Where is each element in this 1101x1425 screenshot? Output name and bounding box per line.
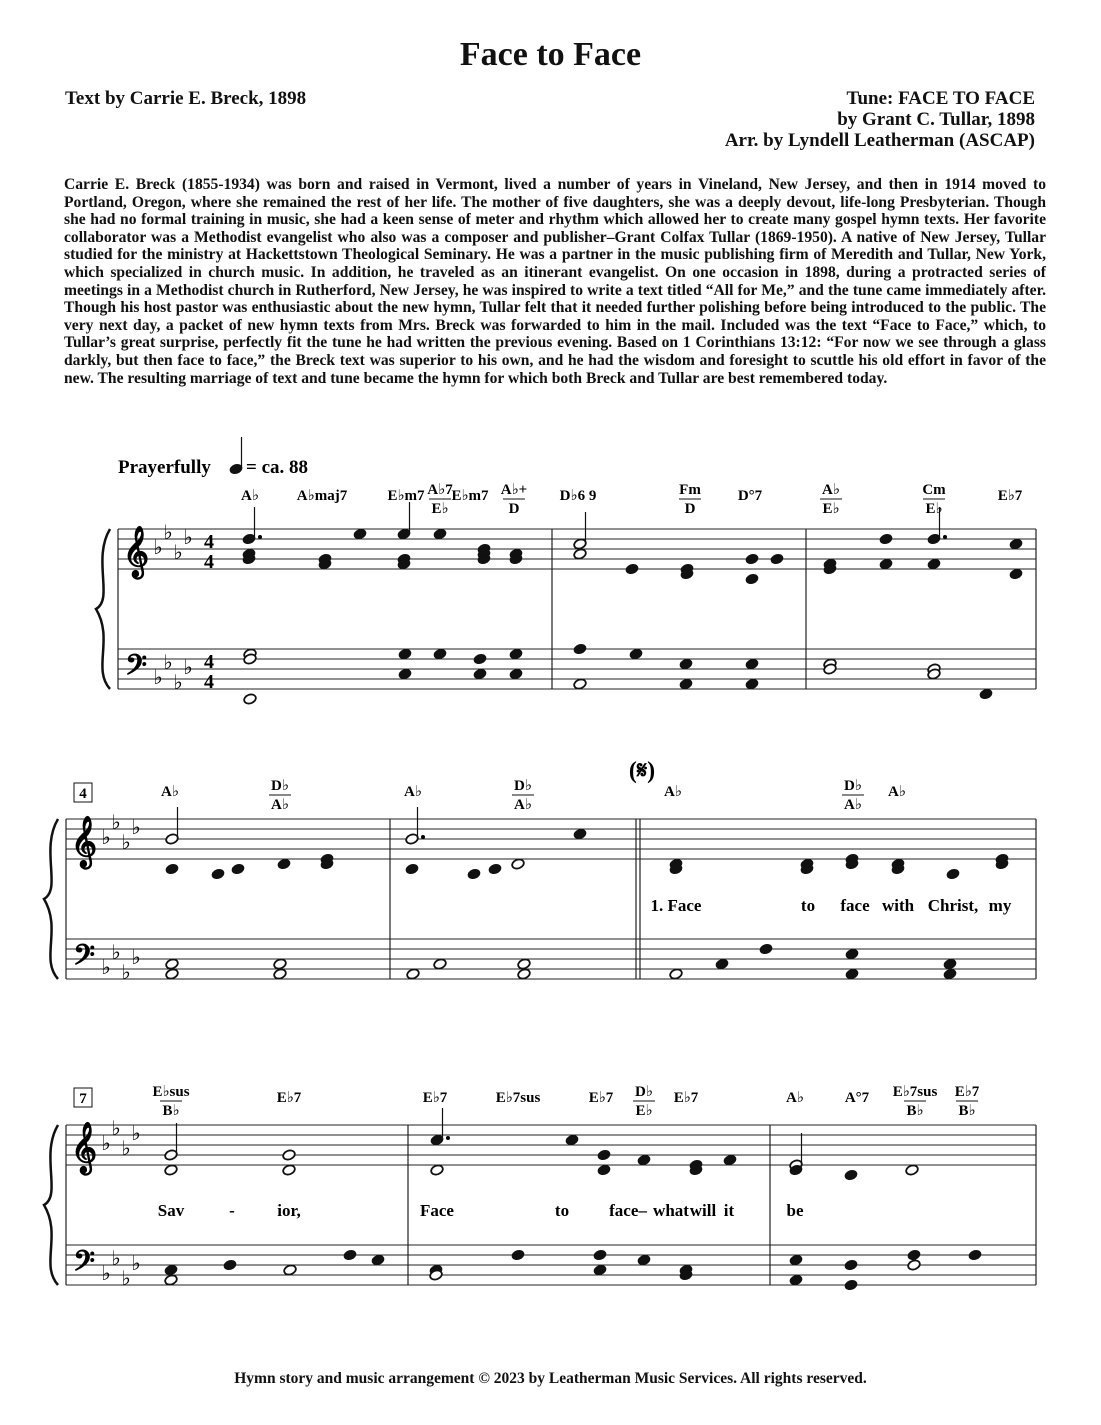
notehead	[231, 863, 245, 875]
key-flat: ♭	[111, 1248, 121, 1270]
notehead	[679, 678, 693, 690]
notehead	[343, 1249, 357, 1261]
notehead	[907, 1259, 921, 1271]
chord-symbol-bass: D	[684, 501, 696, 517]
notehead	[715, 958, 729, 970]
chord-symbol	[512, 778, 534, 813]
notehead	[467, 868, 481, 880]
copyright-footer: Hymn story and music arrangement © 2023 by Leatherman Music Services. All rights reserved.	[234, 1370, 867, 1387]
lyric-syllable: -	[229, 1201, 235, 1220]
chord-symbol	[496, 1090, 541, 1106]
composer-line: by Grant C. Tullar, 1898	[837, 109, 1035, 130]
chord-symbol	[633, 1084, 655, 1119]
notehead	[1009, 538, 1023, 550]
notehead	[679, 658, 693, 670]
chord-symbol-top: D♭	[514, 778, 532, 794]
score-system	[96, 502, 1036, 705]
notehead	[573, 548, 587, 560]
score-systems	[44, 437, 1036, 1291]
notehead	[223, 1259, 237, 1271]
notehead	[243, 693, 257, 705]
chord-symbol	[277, 1090, 302, 1106]
chord-symbol	[501, 482, 527, 517]
key-flat: ♭	[153, 537, 163, 559]
notehead	[165, 958, 179, 970]
chord-symbol	[893, 1084, 938, 1119]
chord-symbol-text: A♭maj7	[296, 488, 348, 504]
chord-symbol-text: E♭7	[997, 488, 1023, 504]
lyric-syllable: 1. Face	[650, 896, 702, 915]
lyric-syllable: Face	[420, 1201, 454, 1220]
lyric-syllable: with	[881, 896, 915, 915]
key-flat: ♭	[163, 522, 173, 544]
notehead	[517, 958, 531, 970]
chord-symbol	[679, 482, 701, 517]
notehead	[879, 558, 893, 570]
chord-symbol	[404, 784, 422, 800]
notehead	[597, 1164, 611, 1176]
time-signature-bottom: 4	[204, 551, 214, 573]
chord-symbol	[888, 784, 906, 800]
chord-symbol	[738, 488, 763, 504]
lyric-syllable: will	[689, 1201, 717, 1220]
notehead	[573, 643, 587, 655]
notehead	[927, 558, 941, 570]
chord-symbol	[820, 482, 842, 517]
chord-symbol	[269, 778, 291, 813]
chord-symbol-bass: E♭	[431, 501, 449, 517]
chord-symbol-text: D°7	[737, 488, 763, 504]
chord-symbol	[241, 488, 259, 504]
lyric-syllable: to	[800, 896, 816, 915]
chord-symbol-bass: B♭	[162, 1103, 180, 1119]
chord-symbol	[845, 1090, 870, 1106]
chord-symbol	[955, 1084, 980, 1119]
key-flat: ♭	[121, 1268, 131, 1290]
notehead	[488, 863, 502, 875]
key-flat: ♭	[121, 1138, 131, 1160]
lyric-syllable: Christ,	[927, 896, 979, 915]
notehead	[745, 658, 759, 670]
chord-symbol-top: A♭	[822, 482, 840, 498]
treble-clef: 𝄞	[70, 1123, 98, 1172]
chord-symbol-top: D♭	[844, 778, 862, 794]
notehead	[669, 968, 683, 980]
key-flat: ♭	[101, 957, 111, 979]
notehead	[907, 1249, 921, 1261]
augmentation-dot	[258, 535, 262, 539]
augmentation-dot	[943, 535, 947, 539]
augmentation-dot	[446, 1136, 450, 1140]
time-signature-top: 4	[204, 531, 214, 553]
chord-symbol-bass: D	[508, 501, 520, 517]
chord-symbol-bass: A♭	[271, 797, 289, 813]
lyric-syllable: to	[554, 1201, 570, 1220]
augmentation-dot	[421, 835, 425, 839]
chord-symbol-top: A♭7	[427, 482, 453, 498]
chord-symbol	[560, 488, 597, 504]
chord-symbol-bass: B♭	[906, 1103, 924, 1119]
key-flat: ♭	[131, 817, 141, 839]
lyric-syllable: it	[723, 1201, 735, 1220]
time-signature-top: 4	[204, 651, 214, 673]
tempo-value: = ca. 88	[246, 457, 309, 478]
text-credit: Text by Carrie E. Breck, 1898	[65, 88, 307, 109]
notehead	[165, 863, 179, 875]
time-signature-bottom: 4	[204, 671, 214, 693]
key-flat: ♭	[111, 1118, 121, 1140]
notehead	[433, 958, 447, 970]
measure-number-text: 4	[79, 786, 87, 802]
notehead	[845, 968, 859, 980]
arranger-line: Arr. by Lyndell Leatherman (ASCAP)	[724, 130, 1035, 151]
grand-staff-brace	[96, 529, 110, 689]
chord-symbol-text: E♭7	[673, 1090, 699, 1106]
lyric-syllable: my	[988, 896, 1012, 915]
key-flat: ♭	[131, 1253, 141, 1275]
notehead	[943, 968, 957, 980]
chord-symbol-text: E♭7	[588, 1090, 614, 1106]
key-flat: ♭	[183, 527, 193, 549]
chord-symbol-top: E♭7sus	[892, 1084, 938, 1100]
notehead	[165, 968, 179, 980]
chord-symbol	[297, 488, 348, 504]
notehead	[593, 1264, 607, 1276]
key-flat: ♭	[131, 1123, 141, 1145]
chord-symbol-text: E♭7sus	[495, 1090, 541, 1106]
key-flat: ♭	[101, 1133, 111, 1155]
treble-clef: 𝄞	[122, 527, 150, 576]
notehead	[979, 688, 993, 700]
key-flat: ♭	[101, 827, 111, 849]
chord-symbol-bass: E♭	[822, 501, 840, 517]
notehead	[371, 1254, 385, 1266]
notehead	[433, 528, 447, 540]
notehead	[597, 1149, 611, 1161]
notehead	[573, 828, 587, 840]
notehead	[164, 1264, 178, 1276]
chord-symbol-text: A♭	[888, 784, 906, 800]
notehead	[164, 1274, 178, 1286]
chord-symbol-text: A♭	[664, 784, 682, 800]
score-system	[44, 1108, 1036, 1291]
key-flat: ♭	[163, 652, 173, 674]
hymn-story-text: Carrie E. Breck (1855-1934) was born and raised in Vermont, lived a number of years in Vineland, New Jersey, and then in 1914 moved to Portland, Oregon, where she remained the rest of her life. The mother of five daughters, she was a deeply devout, life-long Presbyterian. Though she had no formal training in music, she had a keen sense of meter and rhythm which allowed her to create many gospel hymn texts. Her favorite collaborator was a Methodist evangelist who also was a composer and publisher–Grant Colfax Tullar (1869-1950). A native of New Jersey, Tullar studied for the ministry at Hackettstown Theological Seminary. He was a partner in the music publishing firm of Meredith and Tullar, New York, which specialized in church music. In addition, he traveled as an itinerant evangelist. On one occasion in 1898, during a protracted series of meetings in a Methodist church in Rutherford, New Jersey, he was inspired to write a text titled “All for Me,” and the tune came immediately after. Though his host pastor was enthusiastic about the new hymn, Tullar felt that it needed further polishing before being introduced to the public. The very next day, a packet of new hymn texts from Mrs. Breck was forwarded to him in the mail. Included was the text “Face to Face,” which, to Tullar’s great surprise, perfectly fit the tune he had written the previous evening. Based on 1 Corinthians 13:12: “For now we see through a glass darkly, but then face to face,” the Breck text was superior to his own, and he had the wisdom and foresight to scuttle his old effort in favor of the new. The resulting marriage of text and tune became the hymn for which both Breck and Tullar are best remembered today.	[64, 176, 1046, 387]
chord-symbol-top: D♭	[635, 1084, 653, 1100]
chord-symbol-text: A♭	[786, 1090, 804, 1106]
notehead	[844, 1259, 858, 1271]
notehead	[968, 1249, 982, 1261]
chord-symbol	[842, 778, 864, 813]
chord-symbol	[387, 488, 425, 504]
notehead	[593, 1249, 607, 1261]
notehead	[353, 528, 367, 540]
notehead	[473, 653, 487, 665]
chord-symbol-bass: A♭	[844, 797, 862, 813]
key-flat: ♭	[131, 947, 141, 969]
notehead	[879, 533, 893, 545]
notehead	[1009, 568, 1023, 580]
lyric-syllable: what	[653, 1201, 689, 1220]
notehead	[845, 948, 859, 960]
key-flat: ♭	[111, 942, 121, 964]
key-flat: ♭	[173, 542, 183, 564]
bass-clef: 𝄢	[73, 1247, 95, 1284]
notehead	[473, 668, 487, 680]
chord-symbol-text: E♭7	[276, 1090, 302, 1106]
chord-symbol-text: E♭m7	[451, 488, 489, 504]
chord-symbol	[922, 482, 946, 517]
chord-symbol	[451, 488, 489, 504]
chord-symbol-text: E♭m7	[387, 488, 425, 504]
key-flat: ♭	[173, 672, 183, 694]
notehead	[723, 1154, 737, 1166]
key-flat: ♭	[121, 962, 131, 984]
chord-symbol-top: Cm	[922, 482, 946, 498]
notehead	[905, 1164, 919, 1176]
notehead	[759, 943, 773, 955]
grand-staff-brace	[44, 819, 58, 979]
key-flat: ♭	[111, 812, 121, 834]
grand-staff-brace	[44, 1125, 58, 1285]
treble-clef: 𝄞	[70, 817, 98, 866]
chord-symbol-text: A♭	[241, 488, 259, 504]
notehead	[943, 958, 957, 970]
notehead	[398, 648, 412, 660]
notehead	[573, 678, 587, 690]
notehead	[283, 1264, 297, 1276]
chord-symbol-text: A♭	[404, 784, 422, 800]
notehead	[509, 648, 523, 660]
notehead	[277, 858, 291, 870]
notehead	[398, 668, 412, 680]
chord-symbol-top: D♭	[271, 778, 289, 794]
lyric-syllable: Sav	[157, 1201, 185, 1220]
notehead	[509, 668, 523, 680]
key-flat: ♭	[183, 657, 193, 679]
notehead	[282, 1149, 296, 1161]
notehead	[433, 648, 447, 660]
notehead	[406, 968, 420, 980]
notehead	[405, 863, 419, 875]
segno-sign: (𝄋)	[628, 758, 656, 784]
chord-symbol	[161, 784, 179, 800]
chord-symbol-top: E♭sus	[152, 1084, 190, 1100]
tune-line: Tune: FACE TO FACE	[846, 88, 1035, 109]
chord-symbol-top: E♭7	[954, 1084, 980, 1100]
chord-symbol-top: A♭+	[500, 482, 528, 498]
chord-symbol	[427, 482, 453, 517]
notehead	[629, 648, 643, 660]
chord-symbol	[664, 784, 682, 800]
notehead	[789, 1254, 803, 1266]
chord-symbol	[152, 1084, 189, 1119]
lyric-syllable: face–	[609, 1201, 647, 1220]
bass-clef: 𝄢	[125, 651, 147, 688]
lyric-syllable: face	[840, 896, 870, 915]
notehead	[282, 1164, 296, 1176]
chord-symbol-top: Fm	[679, 482, 701, 498]
key-flat: ♭	[153, 667, 163, 689]
notehead	[745, 573, 759, 585]
chord-symbol-text: D♭6 9	[559, 488, 597, 504]
notehead	[273, 968, 287, 980]
notehead	[770, 553, 784, 565]
notehead	[511, 858, 525, 870]
measure-number-text: 7	[79, 1091, 87, 1107]
chord-symbol	[423, 1090, 448, 1106]
notehead	[745, 553, 759, 565]
measure-number	[74, 783, 92, 802]
chord-symbol	[674, 1090, 699, 1106]
lyric-syllable: be	[786, 1201, 804, 1220]
chord-symbol-bass: B♭	[958, 1103, 976, 1119]
tempo-marking	[118, 437, 308, 478]
chord-symbol	[589, 1090, 614, 1106]
chord-symbol-bass: A♭	[514, 797, 532, 813]
notehead	[625, 563, 639, 575]
measure-number	[74, 1088, 92, 1107]
notehead	[511, 1249, 525, 1261]
key-flat: ♭	[121, 832, 131, 854]
notehead	[430, 1164, 444, 1176]
notehead	[844, 1279, 858, 1291]
chord-symbol-text: A°7	[844, 1090, 870, 1106]
notehead	[211, 868, 225, 880]
key-flat: ♭	[101, 1263, 111, 1285]
chord-symbol	[786, 1090, 804, 1106]
lyric-syllable: ior,	[277, 1201, 301, 1220]
notehead	[273, 958, 287, 970]
notehead	[565, 1134, 579, 1146]
tempo-text: Prayerfully	[118, 457, 211, 478]
notehead	[789, 1274, 803, 1286]
notehead	[745, 678, 759, 690]
chord-symbol	[998, 488, 1023, 504]
chord-symbol-bass: E♭	[925, 501, 943, 517]
hymn-title: Face to Face	[459, 36, 642, 73]
notehead	[517, 968, 531, 980]
notehead	[844, 1169, 858, 1181]
chord-symbol-text: A♭	[161, 784, 179, 800]
notehead	[637, 1154, 651, 1166]
bass-clef: 𝄢	[73, 941, 95, 978]
notehead	[164, 1164, 178, 1176]
chord-symbol-text: E♭7	[422, 1090, 448, 1106]
notehead	[637, 1254, 651, 1266]
chord-symbol-bass: E♭	[635, 1103, 653, 1119]
notehead	[946, 868, 960, 880]
